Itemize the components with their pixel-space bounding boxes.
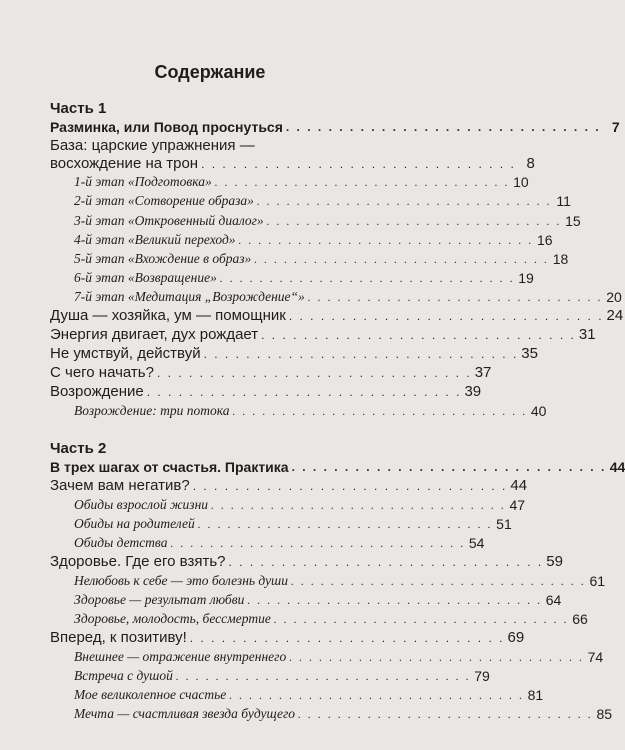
leader-dots: . . . . . . . . . . . . . . . . . . . . . . . . . . . . . . — [192, 479, 508, 493]
toc-entry-page: 79 — [474, 668, 490, 684]
toc-entry-page: 7 — [611, 119, 620, 135]
toc-entry-title: 7-й этап «Медитация „Возрождение“» — [74, 289, 305, 304]
leader-dots: . . . . . . . . . . . . . . . . . . . . . . . . . . . . . . — [214, 175, 510, 189]
toc-entry-title: Обиды взрослой жизни — [74, 497, 209, 512]
toc-entry-title: Душа — хозяйка, ум — помощник — [50, 307, 286, 324]
toc-entry — [50, 117, 620, 137]
toc-subentry — [74, 533, 485, 553]
toc-entry-page: 20 — [606, 289, 622, 305]
leader-dots: . . . . . . . . . . . . . . . . . . . . . . . . . . . . . . — [266, 214, 562, 228]
toc-entry — [50, 325, 596, 345]
toc-entry-page: 81 — [527, 687, 544, 703]
toc-subentry — [74, 249, 569, 269]
leader-dots: . . . . . . . . . . . . . . . . . . . . . . . . . . . . . . — [228, 555, 544, 569]
leader-dots: . . . . . . . . . . . . . . . . . . . . . . . . . . . . . . — [197, 517, 493, 531]
toc-entry-title: Не умствуй, действуй — [50, 345, 201, 362]
toc-entry-title: Встреча с душой — [74, 668, 173, 683]
toc-entry — [50, 552, 563, 572]
leader-dots: . . . . . . . . . . . . . . . . . . . . . . . . . . . . . . — [247, 593, 543, 607]
toc-entry-page: 24 — [606, 307, 624, 324]
toc-entry-page: 35 — [521, 345, 538, 362]
leader-dots: . . . . . . . . . . . . . . . . . . . . . . . . . . . . . . — [146, 385, 462, 399]
toc-entry-page: 54 — [468, 535, 485, 551]
toc-subentry — [74, 230, 553, 250]
toc-entry-page: 61 — [589, 573, 606, 589]
leader-dots: . . . . . . . . . . . . . . . . . . . . . . . . . . . . . . — [285, 120, 601, 134]
toc-entry-title: Обиды на родителей — [74, 516, 195, 531]
toc-entry-page: 64 — [545, 592, 562, 608]
toc-entry-page: 10 — [513, 174, 529, 190]
leader-dots: . . . . . . . . . . . . . . . . . . . . . . . . . . . . . . — [229, 688, 525, 702]
toc-subentry — [74, 514, 512, 534]
leader-dots: . . . . . . . . . . . . . . . . . . . . . . . . . . . . . . — [307, 290, 603, 304]
toc-entry-title: 6-й этап «Возвращение» — [74, 270, 217, 285]
toc-entry-page: 59 — [546, 553, 563, 570]
leader-dots: . . . . . . . . . . . . . . . . . . . . . . . . . . . . . . — [261, 328, 576, 342]
toc-entry — [50, 363, 492, 383]
toc-entry-title: Возрождение: три потока — [74, 403, 230, 418]
toc-subentry — [74, 609, 588, 629]
toc-entry-page: 31 — [578, 326, 596, 343]
toc-entry-page: 39 — [464, 383, 482, 400]
toc-subentry — [74, 495, 526, 515]
toc-entry-title: Здоровье — результат любви — [74, 592, 245, 607]
toc-entry-page: 19 — [518, 270, 534, 286]
toc-entry-title: Нелюбовь к себе — это болезнь души — [74, 573, 289, 588]
leader-dots: . . . . . . . . . . . . . . . . . . . . . . . . . . . . . . — [170, 536, 466, 550]
toc-subentry — [74, 685, 544, 705]
toc-entry-title: 2-й этап «Сотворение образа» — [74, 193, 254, 208]
toc-entry-title: Разминка, или Повод проснуться — [50, 119, 283, 135]
leader-dots: . . . . . . . . . . . . . . . . . . . . . . . . . . . . . . — [298, 707, 594, 721]
toc-entry-title: Вперед, к позитиву! — [50, 629, 187, 646]
leader-dots: . . . . . . . . . . . . . . . . . . . . . . . . . . . . . . — [232, 404, 528, 418]
toc-entry-page: 40 — [530, 403, 547, 419]
toc-entry-title: Мечта — счастливая звезда будущего — [74, 706, 296, 721]
leader-dots: . . . . . . . . . . . . . . . . . . . . . . . . . . . . . . — [288, 309, 604, 323]
toc-subentry — [74, 211, 581, 231]
toc-entry-title: Зачем вам негатив? — [50, 477, 190, 494]
toc-entry-title: В трех шагах от счастья. Практика — [50, 459, 289, 475]
leader-dots: . . . . . . . . . . . . . . . . . . . . . . . . . . . . . . — [291, 460, 607, 474]
toc-entry-page: 16 — [536, 232, 553, 248]
toc-entry-title: восхождение на трон — [50, 155, 199, 172]
toc-entry-page: 44 — [510, 477, 528, 494]
toc-entry-page: 11 — [556, 193, 571, 209]
part2-heading: Часть 2 — [50, 440, 107, 457]
leader-dots: . . . . . . . . . . . . . . . . . . . . . . . . . . . . . . — [289, 650, 585, 664]
leader-dots: . . . . . . . . . . . . . . . . . . . . . . . . . . . . . . — [219, 271, 515, 285]
toc-subentry — [74, 172, 529, 192]
toc-entry — [50, 476, 528, 496]
toc-entry-title: С чего начать? — [50, 364, 154, 381]
toc-subentry — [74, 287, 622, 307]
leader-dots: . . . . . . . . . . . . . . . . . . . . . . . . . . . . . . — [254, 252, 550, 266]
toc-entry-page: 69 — [507, 629, 525, 646]
toc-entry-title-line: База: царские упражнения — — [50, 137, 255, 154]
toc-subentry — [74, 647, 604, 667]
toc-entry-title: 4-й этап «Великий переход» — [74, 232, 236, 247]
toc-subentry — [74, 268, 534, 288]
leader-dots: . . . . . . . . . . . . . . . . . . . . . . . . . . . . . . — [203, 347, 519, 361]
toc-entry-page: 85 — [596, 706, 613, 722]
toc-subentry — [74, 401, 547, 421]
toc-entry-page: 18 — [552, 251, 569, 267]
toc-entry-title: Возрождение — [50, 383, 144, 400]
toc-subentry — [74, 590, 562, 610]
toc-entry-title: Энергия двигает, дух рождает — [50, 326, 259, 343]
toc-entry-title: Здоровье. Где его взять? — [50, 553, 226, 570]
toc-entry — [50, 306, 624, 326]
toc-entry-page: 8 — [526, 155, 535, 172]
toc-entry-page: 47 — [509, 497, 526, 513]
toc-subentry — [74, 666, 490, 686]
toc-subentry — [74, 191, 571, 211]
leader-dots: . . . . . . . . . . . . . . . . . . . . . . . . . . . . . . — [238, 233, 534, 247]
leader-dots: . . . . . . . . . . . . . . . . . . . . . . . . . . . . . . — [189, 631, 505, 645]
leader-dots: . . . . . . . . . . . . . . . . . . . . . . . . . . . . . . — [175, 669, 471, 683]
page-title: Содержание — [154, 62, 266, 82]
toc-entry-page: 74 — [587, 649, 604, 665]
toc-entry-title: 3-й этап «Откровенный диалог» — [74, 213, 264, 228]
toc-subentry — [74, 571, 606, 591]
toc-entry-title: 1-й этап «Подготовка» — [74, 174, 212, 189]
toc-entry — [50, 382, 482, 402]
toc-subentry — [74, 704, 613, 724]
part1-heading: Часть 1 — [50, 100, 107, 117]
leader-dots: . . . . . . . . . . . . . . . . . . . . . . . . . . . . . . — [211, 498, 507, 512]
toc-entry-title: Обиды детства — [74, 535, 168, 550]
toc-entry-title: Мое великолепное счастье — [74, 687, 227, 702]
toc-entry-title: 5-й этап «Вхождение в образ» — [74, 251, 252, 266]
toc-entry — [50, 457, 625, 477]
toc-entry-page: 51 — [496, 516, 512, 532]
leader-dots: . . . . . . . . . . . . . . . . . . . . . . . . . . . . . . — [273, 612, 569, 626]
leader-dots: . . . . . . . . . . . . . . . . . . . . . . . . . . . . . . — [201, 157, 516, 171]
toc-entry-page: 37 — [474, 364, 492, 381]
toc-entry — [50, 628, 525, 648]
leader-dots: . . . . . . . . . . . . . . . . . . . . . . . . . . . . . . — [256, 194, 552, 208]
toc-entry-page: 66 — [572, 611, 588, 627]
toc-entry-page: 44 — [609, 459, 625, 475]
toc-entry-page: 15 — [565, 213, 581, 229]
leader-dots: . . . . . . . . . . . . . . . . . . . . . . . . . . . . . . — [156, 366, 472, 380]
toc-entry — [50, 344, 538, 364]
toc-entry — [50, 154, 535, 174]
toc-entry-title: Внешнее — отражение внутреннего — [74, 649, 287, 664]
leader-dots: . . . . . . . . . . . . . . . . . . . . . . . . . . . . . . — [291, 574, 587, 588]
toc-entry-title: Здоровье, молодость, бессмертие — [74, 611, 271, 626]
